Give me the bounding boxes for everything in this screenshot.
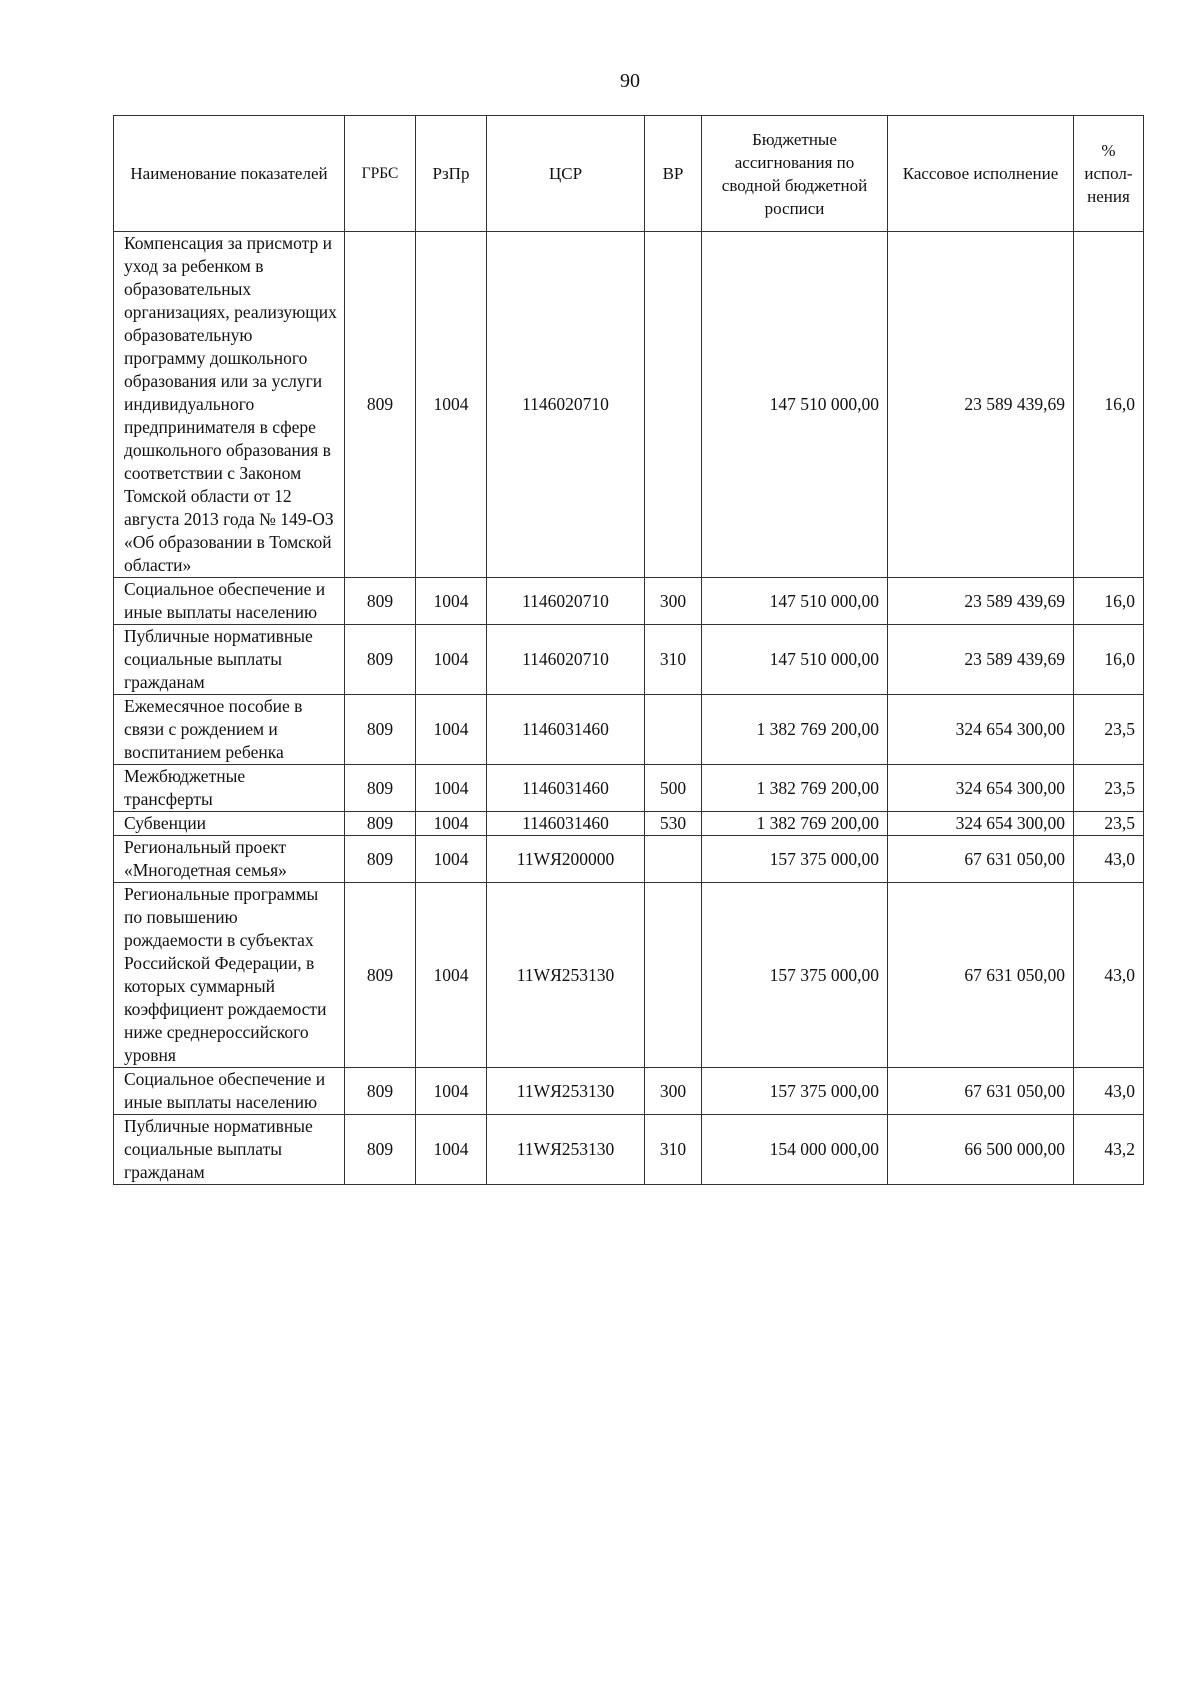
row-grbs: 809	[345, 883, 416, 1068]
page-number: 90	[620, 70, 640, 92]
row-csr: 1146031460	[487, 765, 645, 812]
row-grbs: 809	[345, 1115, 416, 1185]
row-rzpr: 1004	[416, 625, 487, 695]
row-rzpr: 1004	[416, 883, 487, 1068]
table-row	[114, 625, 1144, 695]
row-rzpr: 1004	[416, 1115, 487, 1185]
row-name: Ежемесячное пособие в связи с рождением и воспитанием ребенка	[114, 695, 345, 765]
row-name: Региональные программы по повышению рождаемости в субъектах Российской Федерации, в которых суммарный коэффициент рождаемости ниже среднероссийского уровня	[114, 883, 345, 1068]
row-vr	[645, 232, 702, 578]
row-name: Межбюджетные трансферты	[114, 765, 345, 812]
row-assignments: 1 382 769 200,00	[702, 812, 888, 836]
row-percent: 43,0	[1074, 836, 1144, 883]
row-name: Публичные нормативные социальные выплаты гражданам	[114, 625, 345, 695]
row-vr: 500	[645, 765, 702, 812]
table-row	[114, 765, 1144, 812]
row-name: Региональный проект «Многодетная семья»	[114, 836, 345, 883]
header-execution: Кассовое исполнение	[888, 116, 1074, 232]
row-percent: 23,5	[1074, 812, 1144, 836]
row-assignments: 147 510 000,00	[702, 625, 888, 695]
row-vr: 310	[645, 625, 702, 695]
row-assignments: 157 375 000,00	[702, 883, 888, 1068]
table-row	[114, 812, 1144, 836]
budget-table	[113, 115, 1144, 1185]
row-rzpr: 1004	[416, 836, 487, 883]
table-row	[114, 1068, 1144, 1115]
row-execution: 23 589 439,69	[888, 625, 1074, 695]
row-assignments: 157 375 000,00	[702, 1068, 888, 1115]
row-name: Публичные нормативные социальные выплаты гражданам	[114, 1115, 345, 1185]
table-header-row	[114, 116, 1144, 232]
table-row	[114, 883, 1144, 1068]
row-execution: 324 654 300,00	[888, 765, 1074, 812]
row-percent: 43,2	[1074, 1115, 1144, 1185]
row-grbs: 809	[345, 578, 416, 625]
header-assignments: Бюджетные ассигнования по сводной бюджетной росписи	[702, 116, 888, 232]
header-grbs: ГРБС	[345, 116, 416, 232]
row-execution: 67 631 050,00	[888, 836, 1074, 883]
row-assignments: 1 382 769 200,00	[702, 765, 888, 812]
row-grbs: 809	[345, 232, 416, 578]
row-name: Социальное обеспечение и иные выплаты населению	[114, 578, 345, 625]
header-rzpr: РзПр	[416, 116, 487, 232]
row-name: Субвенции	[114, 812, 345, 836]
row-rzpr: 1004	[416, 578, 487, 625]
row-name: Компенсация за присмотр и уход за ребенком в образовательных организациях, реализующих образовательную программу дошкольного образования или за услуги индивидуального предпринимателя в сфере дошкольного образования в соответствии с Законом Томской области от 12 августа 2013 года № 149-ОЗ «Об образовании в Томской области»	[114, 232, 345, 578]
row-csr: 11WЯ200000	[487, 836, 645, 883]
row-csr: 1146031460	[487, 695, 645, 765]
row-rzpr: 1004	[416, 695, 487, 765]
row-grbs: 809	[345, 695, 416, 765]
row-grbs: 809	[345, 836, 416, 883]
row-execution: 324 654 300,00	[888, 812, 1074, 836]
row-percent: 43,0	[1074, 1068, 1144, 1115]
row-percent: 16,0	[1074, 625, 1144, 695]
row-grbs: 809	[345, 1068, 416, 1115]
row-csr: 1146020710	[487, 578, 645, 625]
header-csr: ЦСР	[487, 116, 645, 232]
row-percent: 16,0	[1074, 232, 1144, 578]
header-percent: % испол-нения	[1074, 116, 1144, 232]
header-name: Наименование показателей	[114, 116, 345, 232]
row-assignments: 154 000 000,00	[702, 1115, 888, 1185]
row-rzpr: 1004	[416, 232, 487, 578]
row-vr: 300	[645, 1068, 702, 1115]
row-execution: 23 589 439,69	[888, 232, 1074, 578]
row-percent: 23,5	[1074, 695, 1144, 765]
row-grbs: 809	[345, 812, 416, 836]
row-execution: 324 654 300,00	[888, 695, 1074, 765]
row-vr: 300	[645, 578, 702, 625]
row-csr: 11WЯ253130	[487, 883, 645, 1068]
row-assignments: 157 375 000,00	[702, 836, 888, 883]
header-vr: ВР	[645, 116, 702, 232]
table-row	[114, 1115, 1144, 1185]
row-rzpr: 1004	[416, 1068, 487, 1115]
row-vr	[645, 836, 702, 883]
table-row	[114, 836, 1144, 883]
row-execution: 67 631 050,00	[888, 883, 1074, 1068]
row-assignments: 1 382 769 200,00	[702, 695, 888, 765]
row-percent: 23,5	[1074, 765, 1144, 812]
row-rzpr: 1004	[416, 765, 487, 812]
row-execution: 66 500 000,00	[888, 1115, 1074, 1185]
row-grbs: 809	[345, 625, 416, 695]
row-csr: 11WЯ253130	[487, 1115, 645, 1185]
row-percent: 16,0	[1074, 578, 1144, 625]
row-percent: 43,0	[1074, 883, 1144, 1068]
row-vr: 310	[645, 1115, 702, 1185]
row-grbs: 809	[345, 765, 416, 812]
table-row	[114, 578, 1144, 625]
row-execution: 67 631 050,00	[888, 1068, 1074, 1115]
row-vr	[645, 695, 702, 765]
row-vr: 530	[645, 812, 702, 836]
row-rzpr: 1004	[416, 812, 487, 836]
row-csr: 11WЯ253130	[487, 1068, 645, 1115]
row-vr	[645, 883, 702, 1068]
table-row	[114, 232, 1144, 578]
row-csr: 1146020710	[487, 232, 645, 578]
row-assignments: 147 510 000,00	[702, 578, 888, 625]
table-row	[114, 695, 1144, 765]
row-csr: 1146031460	[487, 812, 645, 836]
row-assignments: 147 510 000,00	[702, 232, 888, 578]
row-execution: 23 589 439,69	[888, 578, 1074, 625]
row-csr: 1146020710	[487, 625, 645, 695]
row-name: Социальное обеспечение и иные выплаты населению	[114, 1068, 345, 1115]
